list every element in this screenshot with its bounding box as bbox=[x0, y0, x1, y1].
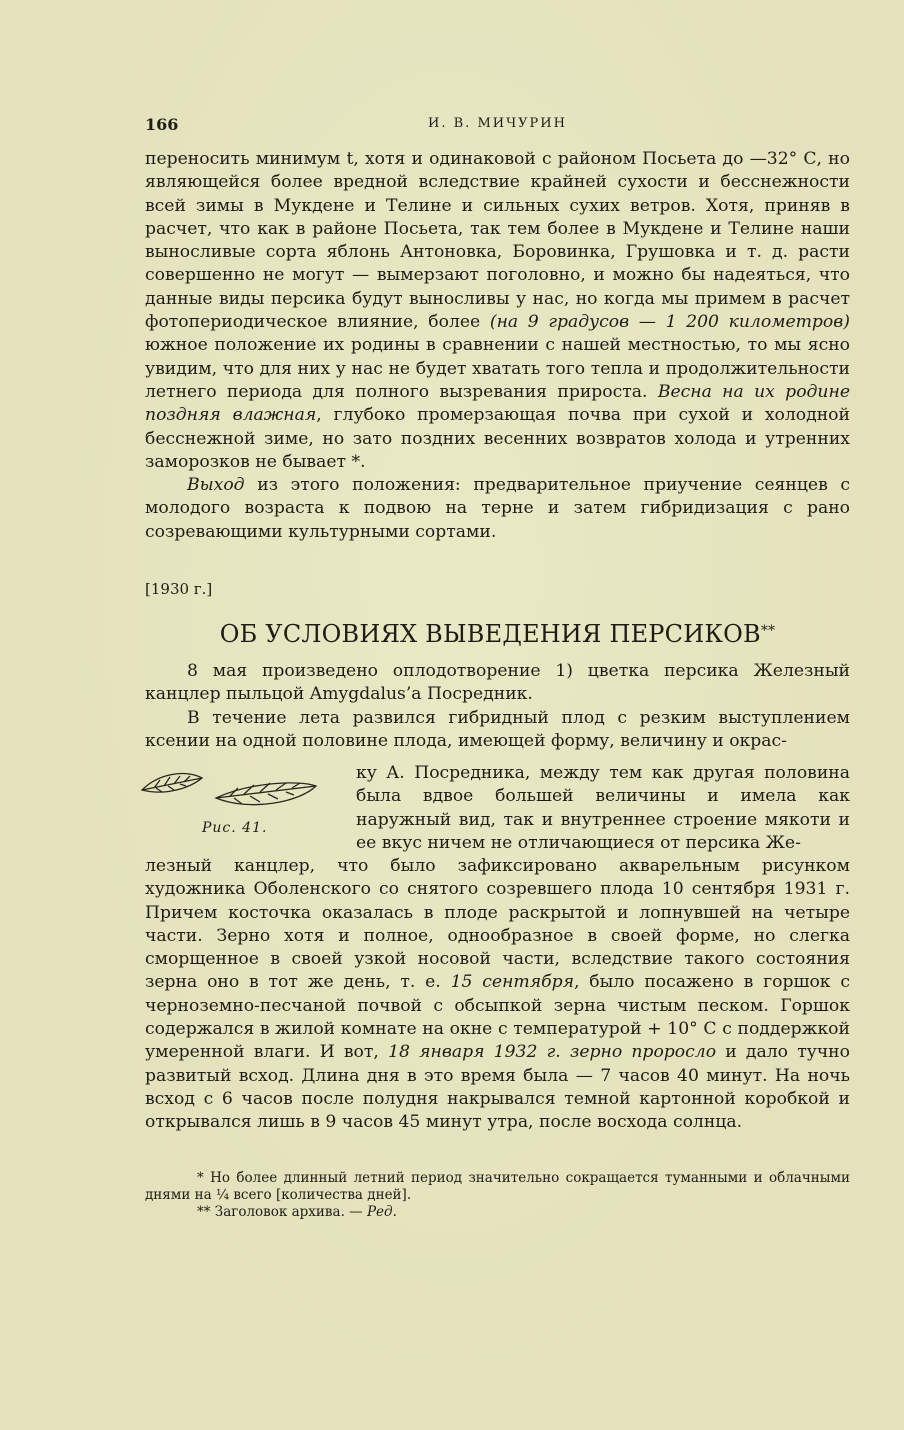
footnote-mark: ** bbox=[760, 623, 776, 639]
text-run: , глубоко промерзающая почва при сухой и холодной бесснежной зиме, но зато поздних весенних возвратов холода и утренних заморозков не бывает *. bbox=[145, 405, 850, 472]
italic-run: Выход bbox=[187, 475, 245, 496]
paragraph: 8 мая произведено оплодотворение 1) цветка персика Железный канцлер пыльцой Amygdalus’а Посредник. bbox=[145, 661, 850, 705]
leaf-figure bbox=[130, 768, 330, 848]
italic-run: (на 9 градусов — 1 200 километров) bbox=[489, 312, 850, 333]
italic-run: 18 января 1932 г. зерно проросло bbox=[388, 1042, 717, 1063]
page-number: 166 bbox=[145, 115, 179, 134]
leaf-drawing-icon bbox=[130, 768, 330, 848]
page-header bbox=[145, 115, 850, 137]
footnotes bbox=[145, 1170, 850, 1221]
text-run: ** Заголовок архива. — bbox=[197, 1204, 367, 1220]
text-run: , было посажено в горшок с черноземно-песчаной почвой с обсыпкой зерна чистым песком. Горшок содержался в жилой комнате на окне с температурой + 10° С с поддержкой умеренной влаги. И вот, bbox=[145, 972, 850, 1063]
figure-caption: Рис. 41. bbox=[202, 820, 268, 836]
article-text-bottom bbox=[145, 855, 850, 1135]
italic-run: Весна на их родине поздняя влажная bbox=[145, 381, 850, 426]
wrapped-text: ку А. Посредника, между тем как другая половина была вдвое большей величины и имела как наружный вид, так и внутреннее строение мякоти и ее вкус ничем не отличающиеся от персика Же- bbox=[356, 763, 850, 853]
text-run: переносить минимум t, хотя и одинаковой с районом Посьета до —32° С, но являющейся более вредной вследствие крайней сухости и бесснежности всей зимы в Мукдене и Телине и сильных сухих ветров. Хотя, приняв в расчет, что как в районе Посьета, так тем более в Мукдене и Телине наши выносливые сорта яблонь Антоновка, Боровинка, Грушовка и т. д. расти совершенно не могут — вымерзают поголовно, и можно бы надеяться, что данные виды персика будут выносливы у нас, но когда мы примем в расчет фотопериодическое влияние, более bbox=[145, 149, 850, 333]
article-title bbox=[145, 620, 850, 648]
text-run: южное положение их родины в сравнении с нашей местностью, то мы ясно увидим, что для них у нас не будет хватать того тепла и продолжительности летнего периода для полного вызревания прироста. bbox=[145, 335, 850, 402]
italic-run: 15 сентября bbox=[450, 972, 574, 993]
paragraph bbox=[145, 855, 850, 1135]
footnote bbox=[145, 1204, 850, 1221]
article-text-top bbox=[145, 660, 850, 753]
paragraph bbox=[145, 148, 850, 474]
paragraph bbox=[145, 474, 850, 544]
text-run: из этого положения: предварительное приучение сеянцев с молодого возраста к подвою на терне и затем гибридизация с рано созревающими культурными сортами. bbox=[145, 475, 850, 542]
title-text: ОБ УСЛОВИЯХ ВЫВЕДЕНИЯ ПЕРСИКОВ bbox=[219, 620, 761, 648]
text-run: и дало тучно развитый всход. Длина дня в это время была — 7 часов 40 минут. На ночь всход с 6 часов после полудня накрывался темной картонной коробкой и открывался лишь в 9 часов 45 минут утра, после восхода солнца. bbox=[145, 1042, 850, 1133]
footnote: * Но более длинный летний период значительно сокращается туманными и облачными днями на ¼ всего [количества дней]. bbox=[145, 1170, 850, 1203]
running-head: И. В. МИЧУРИН bbox=[428, 116, 567, 131]
paragraph: В течение лета развился гибридный плод с резким выступлением ксении на одной половине плода, имеющей форму, величину и окрас- bbox=[145, 707, 850, 751]
italic-run: Ред. bbox=[366, 1204, 397, 1220]
text-run: лезный канцлер, что было зафиксировано акварельным рисунком художника Оболенского со снятого созревшего плода 10 сентября 1931 г. Причем косточка оказалась в плоде раскрытой и лопнувшей на четыре части. Зерно хотя и полное, однообразное в своей форме, но слегка сморщенное в своей узкой носовой части, вследствие такого состояния зерна оно в тот же день, т. е. bbox=[145, 856, 850, 993]
date-note: [1930 г.] bbox=[145, 580, 213, 598]
continuation-text bbox=[145, 148, 850, 544]
